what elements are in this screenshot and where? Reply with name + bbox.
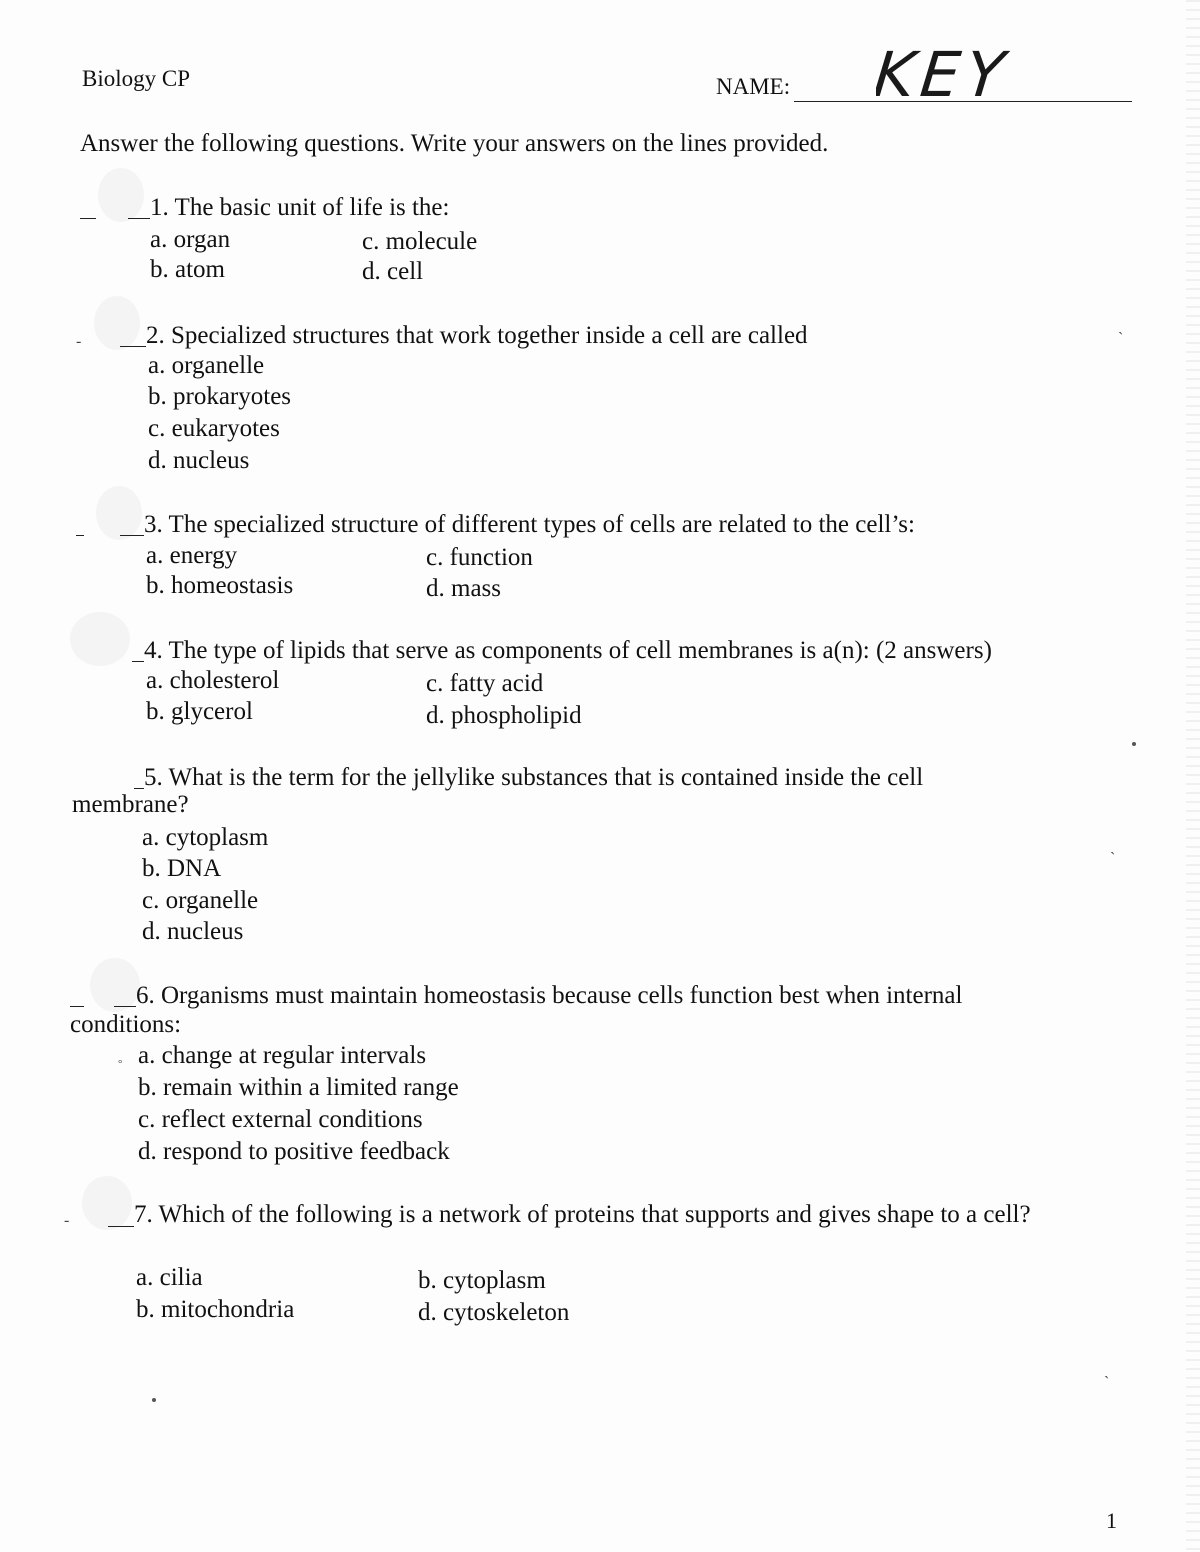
question-4-prompt: 4. The type of lipids that serve as components of cell membranes is a(n): (2 answers) [144, 637, 992, 664]
answer-blank [120, 535, 144, 536]
answer-blank [80, 218, 96, 219]
erasure-mark [96, 486, 142, 540]
q7-option-b-mitochondria: b. mitochondria [136, 1296, 295, 1323]
answer-blank [70, 1006, 84, 1007]
answer-blank [128, 218, 150, 219]
question-1-prompt: 1. The basic unit of life is the: [150, 194, 450, 221]
q3-option-d: d. mass [426, 575, 501, 602]
question-6-prompt-line1: 6. Organisms must maintain homeostasis because cells function best when internal [136, 982, 963, 1009]
q6-option-d: d. respond to positive feedback [138, 1138, 450, 1165]
q5-option-a: a. cytoplasm [142, 824, 269, 851]
q5-option-c: c. organelle [142, 887, 259, 914]
erasure-mark [90, 958, 140, 1012]
q6-option-b: b. remain within a limited range [138, 1074, 459, 1101]
erasure-mark [98, 168, 144, 222]
question-7-prompt: 7. Which of the following is a network of proteins that supports and gives shape to a cell? [134, 1201, 1031, 1228]
scan-speck [152, 1398, 156, 1402]
stray-mark: - [76, 333, 82, 350]
scan-edge-noise [1186, 0, 1200, 1552]
q4-option-c: c. fatty acid [426, 670, 544, 697]
handwritten-key-svg [876, 38, 1026, 104]
q6-option-c: c. reflect external conditions [138, 1106, 423, 1133]
q5-option-d: d. nucleus [142, 918, 244, 945]
q6-option-a: a. change at regular intervals [138, 1042, 427, 1069]
answer-blank [134, 788, 144, 789]
course-title: Biology CP [82, 66, 191, 91]
q4-option-d: d. phospholipid [426, 702, 582, 729]
instructions: Answer the following questions. Write your answers on the lines provided. [80, 130, 829, 157]
stray-mark: ` [1110, 850, 1116, 867]
handwritten-name [876, 38, 1026, 109]
q4-option-a: a. cholesterol [146, 667, 280, 694]
q2-option-c: c. eukaryotes [148, 415, 280, 442]
name-label: NAME: [716, 74, 791, 99]
stray-mark: ` [1104, 1374, 1110, 1391]
question-2-prompt: 2. Specialized structures that work together inside a cell are called [146, 322, 808, 349]
stray-mark: ` [1118, 330, 1124, 347]
q1-option-c: c. molecule [362, 228, 478, 255]
answer-blank [108, 1226, 134, 1227]
answer-blank [76, 535, 84, 536]
q2-option-b: b. prokaryotes [148, 383, 292, 410]
q5-option-b: b. DNA [142, 855, 222, 882]
answer-blank [132, 661, 144, 662]
stray-mark: ° [118, 1058, 123, 1070]
q3-option-a: a. energy [146, 542, 238, 569]
question-3-prompt: 3. The specialized structure of different types of cells are related to the cell’s: [144, 511, 915, 538]
question-5-prompt-line2: membrane? [72, 791, 189, 818]
erasure-mark [94, 296, 140, 350]
q2-option-a: a. organelle [148, 352, 265, 379]
q3-option-c: c. function [426, 544, 533, 571]
q1-option-d: d. cell [362, 258, 424, 285]
answer-blank [114, 1006, 136, 1007]
q3-option-b: b. homeostasis [146, 572, 294, 599]
q7-option-d: d. cytoskeleton [418, 1299, 570, 1326]
answer-blank [120, 346, 146, 347]
q4-option-b: b. glycerol [146, 698, 253, 725]
stray-mark: - [64, 1212, 70, 1229]
q1-option-b: b. atom [150, 256, 225, 283]
q1-option-a: a. organ [150, 226, 231, 253]
q2-option-d: d. nucleus [148, 447, 250, 474]
q7-option-b-cytoplasm: b. cytoplasm [418, 1267, 546, 1294]
erasure-mark [82, 1176, 132, 1230]
erasure-mark [70, 612, 130, 666]
q7-option-a: a. cilia [136, 1264, 203, 1291]
page-number: 1 [1106, 1508, 1117, 1533]
question-5-prompt-line1: 5. What is the term for the jellylike substances that is contained inside the cell [144, 764, 924, 791]
handwritten-key-text: KEY [876, 38, 1014, 104]
scan-speck [1132, 742, 1136, 746]
question-6-prompt-line2: conditions: [70, 1011, 182, 1038]
